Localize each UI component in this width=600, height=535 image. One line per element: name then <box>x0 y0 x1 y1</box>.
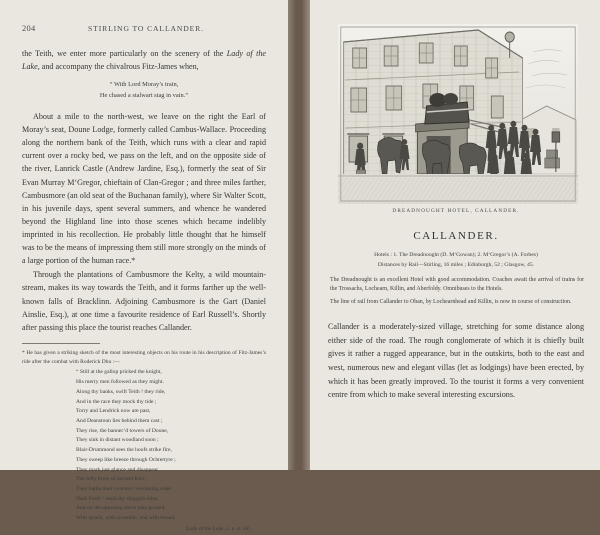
verse-line: Torry and Lendrick now are past, <box>76 408 151 415</box>
left-page-running-header <box>22 24 266 33</box>
para-frag-1: the Teith, we enter more particularly on the scenery of the <box>22 49 224 58</box>
footnote-rule <box>22 343 100 344</box>
verse-line: “ Still at the gallop pricked the knight, <box>76 369 162 376</box>
left-page <box>0 0 288 532</box>
footnote-lead-text: * He has given a striking sketch of the most interesting objects on his route in his description of Fitz-James’s ride after the combat with Roderick Dhu :— <box>22 349 266 365</box>
verse-line: The lofty brow of ancient Keir ; <box>76 476 148 483</box>
left-paragraph-three: Through the plantations of Cambusmore the Kelty, a wild mountain-stream, makes its way towards the Teith, and it forms farther up the well-known falls of Bracklinn. Adjoining Cambusmore is the Gart (Daniel Ainslie, Esq.), at one time a favourite residence of Earl Russell’s. Shortly after passing this place the tourist reaches Callander. <box>22 270 266 332</box>
verse-attribution: Lady of the Lake, c. v. st. 18. <box>186 525 250 532</box>
distances-line: Distances by Rail—Stirling, 16 miles ; Edinburgh, 52 ; Glasgow, 45. <box>377 262 535 269</box>
left-paragraph-two: About a mile to the north-west, we leave on the right the Earl of Moray’s seat, Doune Lodge, formerly called Cambus-Wallace. Proceeding along the northern bank of the Teith, which runs with a clear and rapid current over a rocky bed, we pass on the left, and on the opposite side of the river, Lanrick Castle (Andrew Jardine, Esq.), formerly the seat of Sir Evan Murray M‘Gregor, chieftain of Clan-Gregor ; and three miles farther, Cambusmore (an old seat of the Buchanan family), where Sir Walter Scott, in his juvenile days, spent several summers, and whence he wandered beyond the Highland line into those scenes which became indelibly imprinted in his recollection. He probably little thought that he himself was to be the means of impressing them still more strongly on the minds of a large portion of the human race.* <box>22 111 266 266</box>
verse-line: They sink in distant woodland soon ; <box>76 437 159 444</box>
verse-line: And in the race they mock thy tide ; <box>76 398 157 405</box>
left-paragraph-continued <box>22 47 266 73</box>
verse-line: Dark Forth ! amid thy sluggish tides, <box>76 495 159 502</box>
hotel-engraving-plate <box>338 24 578 204</box>
verse-line: And on the opposing shore take ground, <box>76 505 166 512</box>
verse-line: With splash, with scramble, and with bound. <box>76 515 176 522</box>
running-head-title: STIRLING TO CALLANDER. <box>88 24 204 33</box>
hotels-line: Hotels : 1. The Dreadnought (D. M‘Gowan); 2. M‘Gregor’s (A. Forbes) <box>374 252 538 258</box>
hotel-engraving-image <box>338 24 578 204</box>
page-folio-number: 204 <box>22 24 36 33</box>
verse-line: Along thy banks, swift Teith ! they ride, <box>76 388 166 395</box>
epigraph-line: He chased a stalwart stag in vain.” <box>99 91 189 99</box>
verse-line: Blair-Drummond sees the hoofs strike fire, <box>76 447 172 454</box>
section-heading-callander: CALLANDER. <box>413 230 499 242</box>
book-gutter <box>288 0 310 470</box>
footnote-verse <box>22 368 266 534</box>
verse-line: His merry men followed as they might. <box>76 379 164 386</box>
verse-line: They rise, the banner’d towers of Doune, <box>76 427 169 434</box>
verse-line: And Deanstoun lies behind them cast ; <box>76 418 163 425</box>
verse-line: They bathe their coursers’ sweltering sides <box>76 486 172 493</box>
verse-line: They sweep like breeze through Ochtertyre ; <box>76 456 176 463</box>
verse-line: They mark just glance and disappear <box>76 466 159 473</box>
para-frag-2: and accompany the chivalrous Fitz-James when, <box>41 62 199 72</box>
right-page <box>310 0 600 470</box>
note-railway: The line of rail from Callander to Oban, by Lochearnhead and Killin, is now in course of construction. <box>330 298 572 305</box>
callander-description: Callander is a moderately-sized village, stretching for some distance along either side of the road. The rough conglomerate of which it is chiefly built gives it rather a rugged appearance, but in the outskirts, both to the east and west, numerous new and elegant villas (let as lodgings) have been erected, by which it has been greatly improved. To the tourist it forms a very convenient centre from which to make several interesting excursions. <box>328 322 584 400</box>
note-dreadnought: The Dreadnought is an excellent Hotel with good accommodation. Coaches await the arrival of trains for the Trossachs, Lochearn, Killin, and Aberfoldy. Omnibuses to the Hotels. <box>330 276 584 293</box>
epigraph-line: “ With Lord Moray’s train, <box>109 81 179 89</box>
epigraph-verse <box>22 80 266 101</box>
plate-caption: DREADNOUGHT HOTEL, CALLANDER. <box>392 208 520 214</box>
book-title-italic: Lady of the Lake, <box>22 49 266 72</box>
